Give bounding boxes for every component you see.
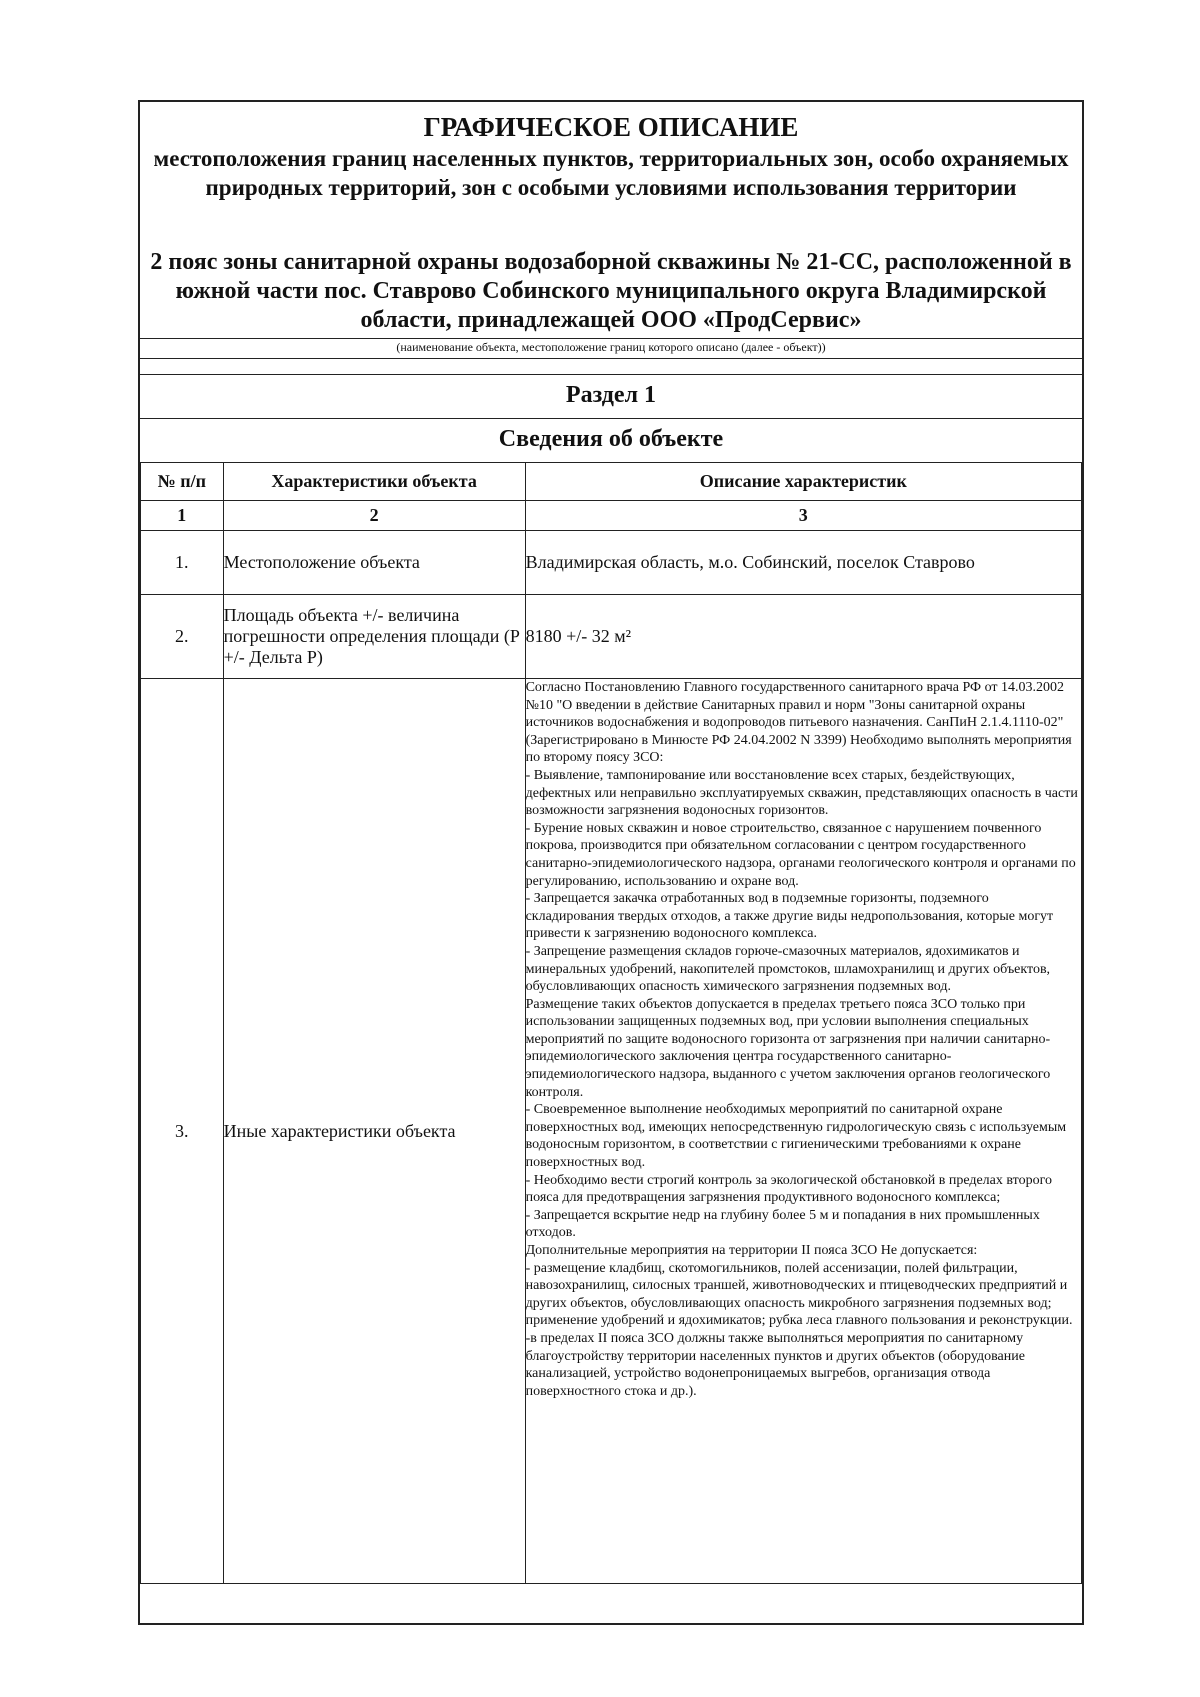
row-characteristic: Местоположение объекта xyxy=(223,531,525,595)
table-row xyxy=(141,595,1082,679)
description-paragraph: -в пределах II пояса ЗСО должны также выполняться мероприятия по санитарному благоустройству территории населенных пунктов и других объектов (оборудование канализацией, устройство водонепроницаемых выгребов, организация отвода поверхностного стока и др.). xyxy=(525,1330,1025,1399)
table-colnum-row xyxy=(141,501,1082,531)
row-characteristic: Иные характеристики объекта xyxy=(223,679,525,1584)
object-name: 2 пояс зоны санитарной охраны водозаборной скважины № 21-СС, расположенной в южной части пос. Ставрово Собинского муниципального округа Владимирской области, принадлежащей ООО «ПродСервис» xyxy=(150,249,1072,333)
description-paragraph: Дополнительные мероприятия на территории II пояса ЗСО Не допускается: xyxy=(525,1243,978,1258)
row-description: 8180 +/- 32 м² xyxy=(525,595,1081,679)
document-header xyxy=(140,102,1082,338)
description-paragraph: - Необходимо вести строгий контроль за экологической обстановкой в пределах второго пояса для предотвращения загрязнения продуктивного водоносного комплекса; xyxy=(525,1172,1052,1206)
divider xyxy=(140,358,1082,359)
document-title: ГРАФИЧЕСКОЕ ОПИСАНИЕ xyxy=(423,112,799,142)
document-subtitle: местоположения границ населенных пунктов, территориальных зон, особо охраняемых природных территорий, зон с особыми условиями использования территории xyxy=(153,146,1069,200)
object-info-table xyxy=(140,462,1082,1584)
description-paragraph: - Бурение новых скважин и новое строительство, связанное с нарушением почвенного покрова, производится при обязательном согласовании с центром государственного санитарно-эпидемиологического надзора, органами геологического контроля и органами по регулированию, использованию и охране вод. xyxy=(525,820,1076,889)
document-frame xyxy=(138,100,1084,1625)
col-header-characteristic: Характеристики объекта xyxy=(223,463,525,501)
divider xyxy=(140,374,1082,375)
col-number: 2 xyxy=(223,501,525,531)
row-number: 3. xyxy=(141,679,224,1584)
description-paragraph: Размещение таких объектов допускается в пределах третьего пояса ЗСО только при использовании защищенных подземных вод, при условии выполнения специальных мероприятий по защите водоносного горизонта от загрязнения при наличии санитарно-эпидемиологического заключения центра государственного санитарно-эпидемиологического надзора, выданного с учетом заключения органов геологического контроля. xyxy=(525,996,1051,1100)
table-row xyxy=(141,679,1082,1584)
description-paragraph: - Запрещается вскрытие недр на глубину более 5 м и попадания в них промышленных отходов. xyxy=(525,1207,1040,1241)
description-paragraph: - Своевременное выполнение необходимых мероприятий по санитарной охране поверхностных вод, имеющих непосредственную гидрологическую связь с используемым водоносным горизонтом, в соответствии с гигиеническими требованиями к охране поверхностных вод. xyxy=(525,1102,1067,1171)
row-characteristic: Площадь объекта +/- величина погрешности определения площади (Р +/- Дельта Р) xyxy=(223,595,525,679)
col-header-num: № п/п xyxy=(141,463,224,501)
divider xyxy=(140,418,1082,419)
section-subtitle: Сведения об объекте xyxy=(498,426,724,452)
row-number: 2. xyxy=(141,595,224,679)
row-description xyxy=(525,679,1081,1584)
section-title: Раздел 1 xyxy=(565,382,657,408)
row-number: 1. xyxy=(141,531,224,595)
description-paragraph: Согласно Постановлению Главного государственного санитарного врача РФ от 14.03.2002 №10 "О введении в действие Санитарных правил и норм "Зоны санитарной охраны источников водоснабжения и водопроводов питьевого назначения. СанПиН 2.1.4.1110-02" (Зарегистрировано в Минюсте РФ 24.04.2002 N 3399) Необходимо выполнять мероприятия по второму поясу ЗСО: xyxy=(525,680,1072,766)
col-header-description: Описание характеристик xyxy=(525,463,1081,501)
description-paragraph: - размещение кладбищ, скотомогильников, полей ассенизации, полей фильтрации, навозохранилищ, силосных траншей, животноводческих и птицеводческих предприятий и других объектов, обусловливающих опасность микробного загрязнения подземных вод; применение удобрений и ядохимикатов; рубка леса главного пользования и реконструкции. xyxy=(525,1260,1073,1329)
description-paragraph: - Запрещение размещения складов горюче-смазочных материалов, ядохимикатов и минеральных удобрений, накопителей промстоков, шламохранилищ и других объектов, обусловливающих опасность химического загрязнения подземных вод. xyxy=(525,943,1051,995)
object-caption: (наименование объекта, местоположение границ которого описано (далее - объект)) xyxy=(396,340,826,354)
divider xyxy=(140,338,1082,339)
table-row xyxy=(141,531,1082,595)
table-header-row xyxy=(141,463,1082,501)
description-paragraph: - Выявление, тампонирование или восстановление всех старых, бездействующих, дефектных или неправильно эксплуатируемых скважин, представляющих опасность в части возможности загрязнения водоносных горизонтов. xyxy=(525,767,1078,819)
row-description: Владимирская область, м.о. Собинский, поселок Ставрово xyxy=(525,531,1081,595)
col-number: 1 xyxy=(141,501,224,531)
col-number: 3 xyxy=(525,501,1081,531)
description-paragraph: - Запрещается закачка отработанных вод в подземные горизонты, подземного складирования твердых отходов, а также другие виды недропользования, которые могут привести к загрязнению водоносного комплекса. xyxy=(525,891,1054,942)
